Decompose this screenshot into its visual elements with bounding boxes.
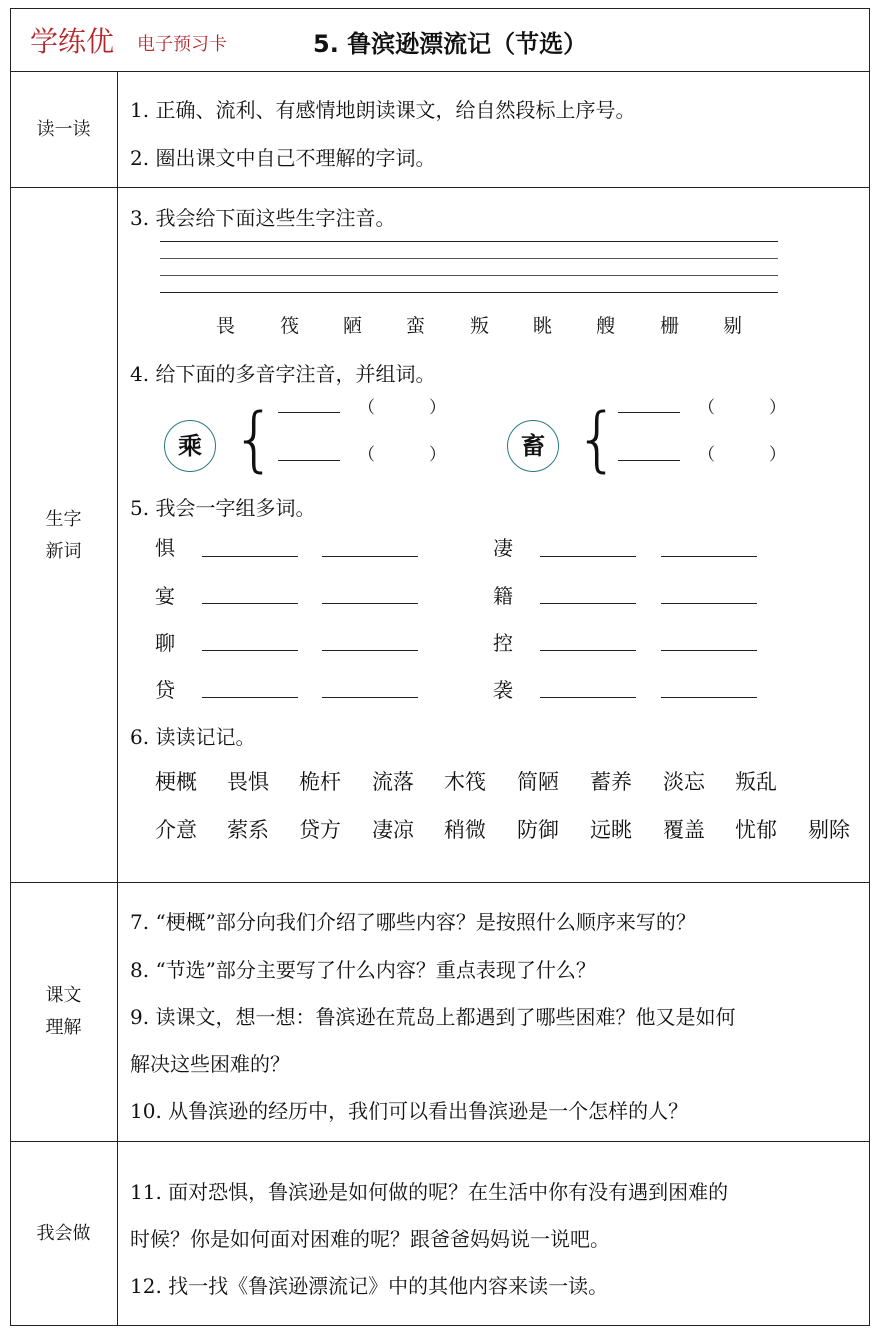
section-label-line: 理解 — [45, 1017, 82, 1038]
paren-open: （ — [698, 398, 715, 418]
question-9: 9. 读课文，想一想：鲁滨逊在荒岛上都遇到了哪些困难？他又是如何 — [130, 1005, 736, 1029]
section-label-read: 读一读 — [36, 119, 91, 140]
polyphone-circle: 乘 — [164, 420, 216, 472]
vocab-word: 桅杆 — [299, 770, 341, 794]
group-char: 控 — [493, 631, 513, 655]
group-char: 惧 — [155, 536, 175, 560]
vocab-word: 梗概 — [155, 770, 197, 794]
question-4: 4. 给下面的多音字注音，并组词。 — [130, 362, 436, 386]
pinyin-char: 蛮 — [406, 315, 426, 337]
vocab-word: 贷方 — [299, 818, 341, 842]
answer-blank — [278, 412, 340, 413]
pinyin-line — [160, 275, 778, 276]
brace-icon: { — [575, 398, 620, 480]
section-label-can-do: 我会做 — [36, 1223, 91, 1244]
answer-blank — [202, 697, 298, 698]
answer-blank — [540, 556, 636, 557]
pinyin-char: 陋 — [343, 315, 363, 337]
answer-blank — [540, 697, 636, 698]
group-char: 凄 — [493, 536, 513, 560]
paren-close: ） — [429, 445, 446, 465]
column-divider — [117, 71, 118, 1326]
question-6: 6. 读读记记。 — [130, 725, 256, 749]
question-3: 3. 我会给下面这些生字注音。 — [130, 206, 396, 230]
answer-blank — [278, 460, 340, 461]
pinyin-line — [160, 258, 778, 259]
question-7: 7. “梗概”部分向我们介绍了哪些内容？是按照什么顺序来写的？ — [130, 910, 696, 934]
paren-close: ） — [769, 398, 786, 418]
question-8: 8. “节选”部分主要写了什么内容？重点表现了什么？ — [130, 958, 596, 982]
section-label-line: 课文 — [45, 985, 82, 1006]
pinyin-char: 眺 — [533, 315, 553, 337]
vocab-word: 淡忘 — [663, 770, 705, 794]
paren-open: （ — [358, 445, 375, 465]
pinyin-char: 剔 — [723, 315, 743, 337]
answer-blank — [202, 650, 298, 651]
question-2: 2. 圈出课文中自己不理解的字词。 — [130, 146, 436, 170]
vocab-word: 远眺 — [590, 818, 632, 842]
vocab-word: 覆盖 — [663, 818, 705, 842]
section-label-line: 新词 — [45, 541, 82, 562]
pinyin-char: 筏 — [280, 315, 300, 337]
vocab-word: 畏惧 — [227, 770, 269, 794]
section-label-line: 生字 — [45, 509, 82, 530]
answer-blank — [618, 412, 680, 413]
question-9-continued: 解决这些困难的？ — [130, 1052, 290, 1076]
paren-close: ） — [429, 398, 446, 418]
question-10: 10. 从鲁滨逊的经历中，我们可以看出鲁滨逊是一个怎样的人？ — [130, 1099, 689, 1123]
question-12: 12. 找一找《鲁滨逊漂流记》中的其他内容来读一读。 — [130, 1274, 609, 1298]
vocab-word: 忧郁 — [735, 818, 777, 842]
page-title: 5. 鲁滨逊漂流记（节选） — [313, 30, 588, 58]
answer-blank — [202, 556, 298, 557]
paren-open: （ — [358, 398, 375, 418]
answer-blank — [661, 556, 757, 557]
divider-new-chars — [10, 882, 870, 883]
vocab-word: 简陋 — [517, 770, 559, 794]
vocab-word: 介意 — [155, 818, 197, 842]
pinyin-char: 艘 — [596, 315, 616, 337]
vocab-word: 萦系 — [227, 818, 269, 842]
question-11-continued: 时候？你是如何面对困难的呢？跟爸爸妈妈说一说吧。 — [130, 1227, 610, 1251]
answer-blank — [661, 650, 757, 651]
vocab-word: 蓄养 — [590, 770, 632, 794]
pinyin-char: 栅 — [660, 315, 680, 337]
polyphone-circle: 畜 — [507, 420, 559, 472]
vocab-word: 剔除 — [808, 818, 850, 842]
pinyin-char: 叛 — [470, 315, 490, 337]
vocab-word: 流落 — [372, 770, 414, 794]
question-11: 11. 面对恐惧，鲁滨逊是如何做的呢？在生活中你有没有遇到困难的 — [130, 1180, 729, 1204]
section-label-understand — [10, 980, 117, 1044]
brand-logo: 学练优 — [30, 25, 115, 58]
answer-blank — [322, 603, 418, 604]
divider-read — [10, 187, 870, 188]
answer-blank — [322, 697, 418, 698]
answer-blank — [661, 603, 757, 604]
group-char: 贷 — [155, 678, 175, 702]
pinyin-char: 畏 — [216, 315, 236, 337]
group-char: 袭 — [493, 678, 513, 702]
answer-blank — [202, 603, 298, 604]
brand-subtitle: 电子预习卡 — [137, 34, 227, 55]
paren-close: ） — [769, 445, 786, 465]
vocab-word: 凄凉 — [372, 818, 414, 842]
paren-open: （ — [698, 445, 715, 465]
brace-icon: { — [232, 398, 277, 480]
group-char: 宴 — [155, 584, 175, 608]
question-5: 5. 我会一字组多词。 — [130, 496, 316, 520]
question-1: 1. 正确、流利、有感情地朗读课文，给自然段标上序号。 — [130, 98, 636, 122]
answer-blank — [540, 603, 636, 604]
divider-understand — [10, 1141, 870, 1142]
divider-header — [10, 71, 870, 72]
section-label-new-chars — [10, 504, 117, 568]
answer-blank — [618, 460, 680, 461]
group-char: 籍 — [493, 584, 513, 608]
vocab-word: 防御 — [517, 818, 559, 842]
pinyin-line — [160, 241, 778, 242]
vocab-word: 木筏 — [444, 770, 486, 794]
vocab-word: 叛乱 — [735, 770, 777, 794]
answer-blank — [322, 650, 418, 651]
vocab-word: 稍微 — [444, 818, 486, 842]
group-char: 聊 — [155, 631, 175, 655]
answer-blank — [661, 697, 757, 698]
answer-blank — [322, 556, 418, 557]
answer-blank — [540, 650, 636, 651]
pinyin-line — [160, 292, 778, 293]
